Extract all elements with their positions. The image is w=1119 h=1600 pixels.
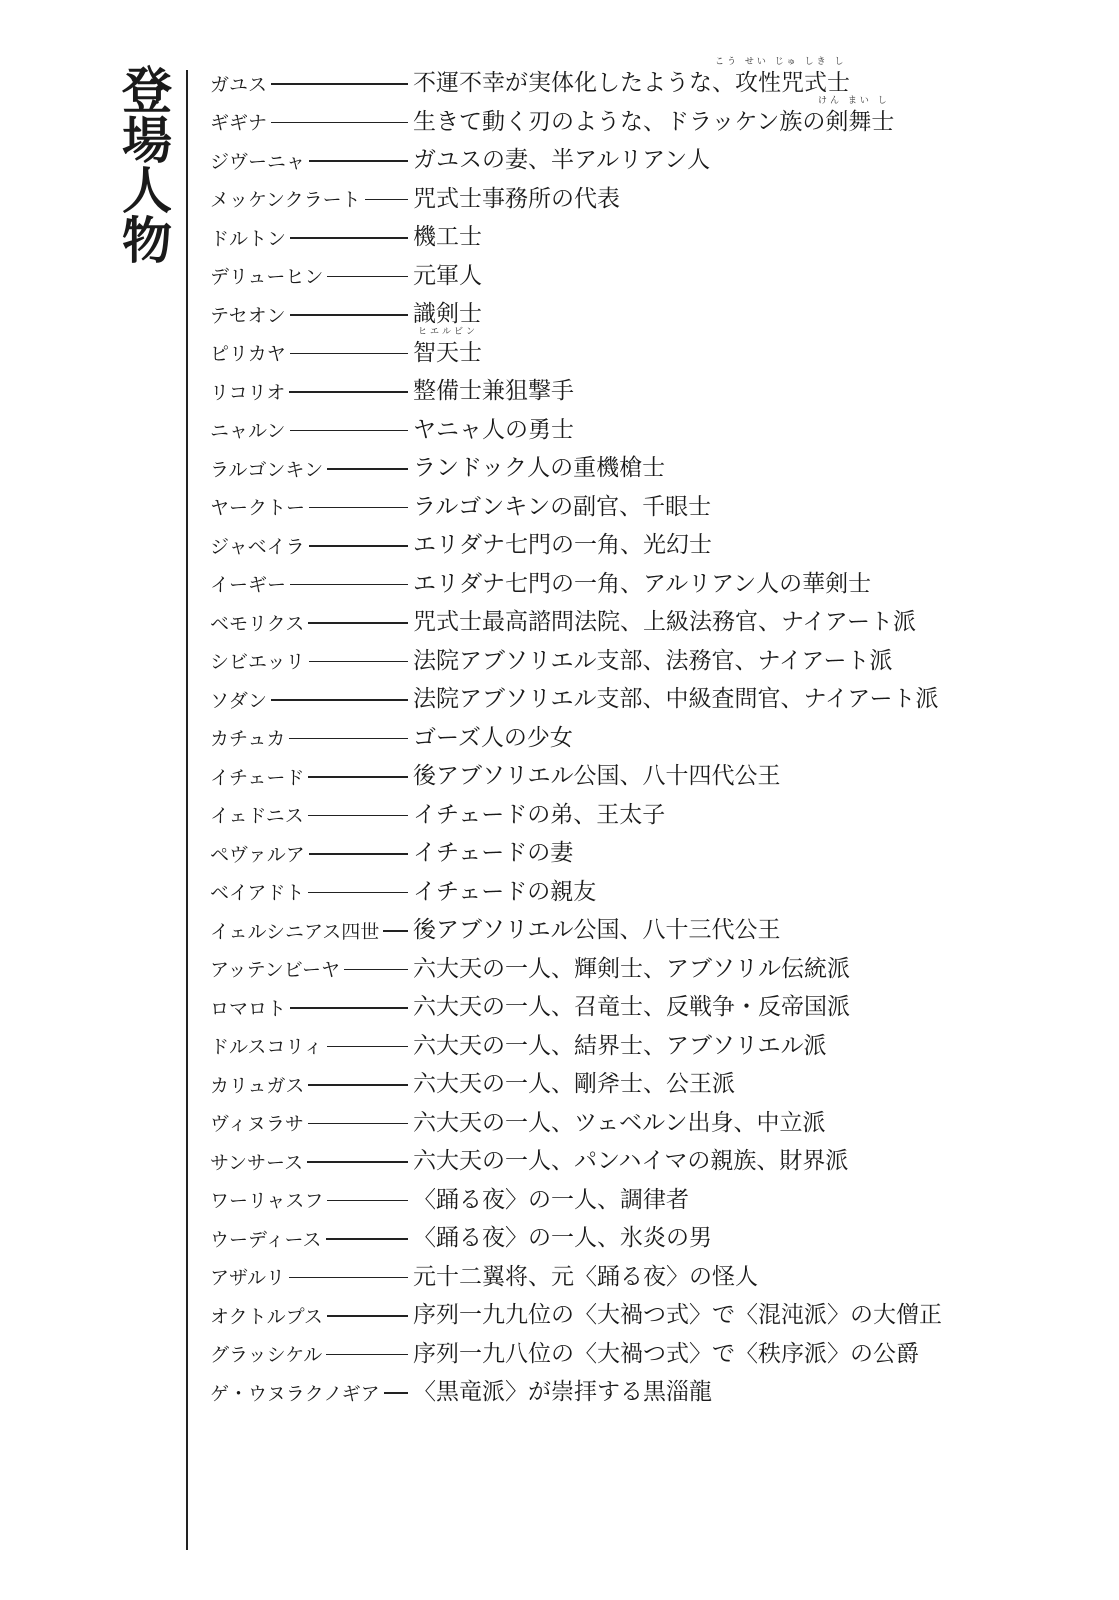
leader-dash — [271, 122, 408, 124]
character-name-cell — [210, 648, 408, 674]
character-description: 識剣士 — [413, 301, 482, 327]
character-name: ヴィヌラサ — [210, 1113, 304, 1135]
character-description: 元十二翼将、元〈踊る夜〉の怪人 — [413, 1263, 758, 1290]
character-description: 六大天の一人、結界士、アブソリエル派 — [413, 1032, 827, 1059]
leader-dash — [290, 353, 408, 355]
leader-dash — [309, 661, 408, 663]
leader-dash — [289, 1277, 408, 1279]
character-name: カチュカ — [210, 728, 286, 750]
character-description: ゴーズ人の少女 — [413, 724, 573, 751]
character-name: ジヴーニャ — [210, 150, 306, 173]
leader-dash — [309, 160, 408, 162]
character-description: エリダナ七門の一角、光幻士 — [413, 532, 712, 558]
character-description: 序列一九八位の〈大禍つ式〉で〈秩序派〉の公爵 — [413, 1340, 919, 1367]
character-name-cell — [210, 1341, 408, 1367]
character-name: ギギナ — [210, 112, 268, 134]
leader-dash — [365, 199, 408, 201]
character-name: ワーリャスフ — [210, 1190, 324, 1212]
character-description: 法院アブソリエル支部、中級査問官、ナイアート派 — [413, 686, 939, 712]
character-description: 後アブソリエル公国、八十三代公王 — [413, 917, 781, 943]
leader-dash — [271, 699, 408, 701]
leader-dash — [384, 1392, 408, 1394]
leader-dash — [326, 1354, 408, 1356]
list-item — [210, 411, 1090, 450]
leader-dash — [290, 584, 408, 586]
character-name-cell — [210, 879, 408, 905]
character-name: ベモリクス — [210, 612, 305, 635]
character-description: 智天士 — [413, 339, 482, 366]
list-item — [210, 372, 1090, 411]
character-name: メッケンクラート — [210, 189, 361, 211]
character-description: 〈踊る夜〉の一人、氷炎の男 — [413, 1225, 712, 1251]
leader-dash — [327, 468, 408, 470]
leader-dash — [290, 1007, 408, 1009]
character-description: 生きて動く刃のような、ドラッケン族の剣舞士 — [413, 108, 895, 135]
character-name-cell — [210, 609, 408, 635]
character-description: 六大天の一人、パンハイマの親族、財界派 — [413, 1148, 849, 1174]
character-name: イーギー — [210, 574, 287, 596]
leader-dash — [289, 738, 408, 740]
character-description: 整備士兼狙撃手 — [413, 378, 574, 404]
leader-dash — [308, 1123, 408, 1125]
character-name-cell — [210, 956, 408, 982]
leader-dash — [327, 1046, 408, 1048]
character-description: ラルゴンキンの副官、千眼士 — [413, 493, 712, 520]
list-item — [210, 834, 1090, 873]
character-name-cell — [210, 1071, 408, 1097]
furigana: ヒエルビン — [418, 326, 479, 337]
character-name-cell — [210, 1187, 408, 1213]
character-description: イチェードの親友 — [413, 878, 597, 905]
character-name: デリューヒン — [210, 266, 324, 288]
character-name-cell — [210, 340, 408, 366]
character-name-cell — [210, 455, 408, 481]
character-description: 法院アブソリエル支部、法務官、ナイアート派 — [413, 647, 893, 674]
character-name-cell — [210, 70, 408, 96]
leader-dash — [309, 853, 408, 855]
leader-dash — [327, 276, 408, 278]
list-item — [210, 988, 1090, 1027]
character-name: ベイアドト — [210, 882, 305, 904]
character-description: 咒式士最高諮問法院、上級法務官、ナイアート派 — [413, 609, 917, 635]
character-name: ペヴァルア — [210, 843, 305, 866]
list-item — [210, 180, 1090, 219]
character-name: リコリオ — [210, 381, 286, 404]
list-item — [210, 218, 1090, 257]
leader-dash — [290, 237, 408, 239]
character-description: ヤニャ人の勇士 — [413, 416, 574, 443]
list-item — [210, 1335, 1090, 1374]
character-name: ピリカヤ — [210, 343, 286, 365]
character-name: ニャルン — [210, 420, 286, 442]
furigana: けん まい し — [818, 95, 890, 106]
character-name-cell — [210, 109, 408, 135]
character-name: ウーディース — [210, 1228, 322, 1251]
furigana: こう せい じゅ しき し — [715, 57, 847, 67]
character-name: オクトルプス — [210, 1305, 323, 1328]
character-name: テセオン — [210, 304, 286, 327]
character-description: 六大天の一人、剛斧士、公王派 — [413, 1071, 735, 1097]
list-item — [210, 1373, 1090, 1412]
character-name: ドルトン — [210, 227, 287, 250]
character-name: サンサース — [210, 1151, 304, 1174]
character-description: 序列一九九位の〈大禍つ式〉で〈混沌派〉の大僧正 — [413, 1302, 942, 1328]
character-description: 六大天の一人、輝剣士、アブソリル伝統派 — [413, 955, 850, 982]
character-name: ヤークトー — [210, 497, 306, 519]
leader-dash — [344, 969, 408, 971]
list-item — [210, 565, 1090, 604]
character-description: 不運不幸が実体化したような、攻性咒式士 — [413, 70, 850, 96]
list-item — [210, 1181, 1090, 1220]
list-item — [210, 526, 1090, 565]
character-name: イェドニス — [210, 805, 304, 827]
character-name-cell — [210, 725, 408, 751]
character-name-cell — [210, 224, 408, 250]
character-description: エリダナ七門の一角、アルリアン人の華剣士 — [413, 570, 872, 597]
character-name: ゲ・ウヌラクノギア — [210, 1382, 380, 1405]
list-item — [210, 1104, 1090, 1143]
character-name: ドルスコリィ — [210, 1036, 323, 1058]
list-item — [210, 1296, 1090, 1335]
leader-dash — [289, 391, 408, 393]
list-item — [210, 257, 1090, 296]
character-name: イチェード — [210, 766, 305, 789]
leader-dash — [290, 314, 408, 316]
character-description: ランドック人の重機槍士 — [413, 455, 666, 481]
character-description: 後アブソリエル公国、八十四代公王 — [413, 763, 781, 789]
character-name-cell — [210, 840, 408, 866]
character-description: 機工士 — [413, 224, 482, 250]
character-name-cell — [210, 494, 408, 520]
character-description: 〈黒竜派〉が崇拝する黒淄龍 — [413, 1379, 712, 1405]
list-item — [210, 911, 1090, 950]
character-name: カリュガス — [210, 1074, 305, 1097]
character-description: 六大天の一人、召竜士、反戦争・反帝国派 — [413, 994, 850, 1020]
character-list — [210, 57, 1090, 1412]
character-name-cell — [210, 147, 408, 173]
character-name: ジャベイラ — [210, 535, 305, 558]
character-name-cell — [210, 763, 408, 789]
character-name-cell — [210, 1225, 408, 1251]
list-item — [210, 1219, 1090, 1258]
character-description: 元軍人 — [413, 262, 482, 289]
character-name: ラルゴンキン — [210, 458, 324, 481]
leader-dash — [327, 1200, 408, 1202]
vertical-divider — [186, 70, 188, 1550]
leader-dash — [308, 1084, 408, 1086]
character-description: 〈踊る夜〉の一人、調律者 — [413, 1186, 689, 1213]
character-name-cell — [210, 1264, 408, 1290]
character-name-cell — [210, 571, 408, 597]
character-description: 六大天の一人、ツェベルン出身、中立派 — [413, 1109, 826, 1136]
list-item — [210, 757, 1090, 796]
leader-dash — [271, 83, 408, 85]
list-item — [210, 1142, 1090, 1181]
list-item — [210, 141, 1090, 180]
list-item — [210, 326, 1090, 373]
character-name: ソダン — [210, 689, 268, 712]
character-name-cell — [210, 994, 408, 1020]
page-title: 登場人物 — [114, 64, 173, 264]
character-name-cell — [210, 301, 408, 327]
leader-dash — [327, 1315, 408, 1317]
character-name-cell — [210, 417, 408, 443]
character-name-cell — [210, 186, 408, 212]
character-name-cell — [210, 1148, 408, 1174]
list-item — [210, 950, 1090, 989]
list-item — [210, 719, 1090, 758]
character-name-cell — [210, 1110, 408, 1136]
list-item — [210, 796, 1090, 835]
leader-dash — [308, 892, 408, 894]
list-item — [210, 57, 1090, 103]
leader-dash — [308, 622, 408, 624]
character-description: イチェードの妻 — [413, 840, 574, 866]
list-item — [210, 603, 1090, 642]
character-name: シビエッリ — [210, 651, 305, 673]
list-item — [210, 488, 1090, 527]
character-name: グラッシケル — [210, 1344, 323, 1366]
character-name-cell — [210, 1033, 408, 1059]
character-name: ガユス — [210, 73, 268, 96]
list-item — [210, 642, 1090, 681]
leader-dash — [308, 776, 408, 778]
character-name: イェルシニアス四世 — [210, 920, 380, 943]
leader-dash — [290, 430, 408, 432]
list-item — [210, 873, 1090, 912]
character-name: アッテンビーヤ — [210, 959, 340, 981]
character-name-cell — [210, 1302, 408, 1328]
character-name-cell — [210, 686, 408, 712]
character-name-cell — [210, 802, 408, 828]
character-name-cell — [210, 917, 408, 943]
list-item — [210, 449, 1090, 488]
character-name: ロマロト — [210, 997, 287, 1020]
leader-dash — [309, 545, 408, 547]
list-item — [210, 1258, 1090, 1297]
leader-dash — [308, 815, 408, 817]
character-description: 咒式士事務所の代表 — [413, 185, 620, 212]
list-item — [210, 1065, 1090, 1104]
list-item — [210, 1027, 1090, 1066]
character-name-cell — [210, 1379, 408, 1405]
character-description: ガユスの妻、半アルリアン人 — [413, 147, 711, 173]
character-name-cell — [210, 378, 408, 404]
leader-dash — [383, 930, 408, 932]
character-description: イチェードの弟、王太子 — [413, 801, 666, 828]
list-item — [210, 295, 1090, 334]
leader-dash — [307, 1161, 408, 1163]
character-name-cell — [210, 532, 408, 558]
character-name: アザルリ — [210, 1267, 286, 1289]
leader-dash — [309, 507, 408, 509]
leader-dash — [326, 1238, 408, 1240]
list-item — [210, 95, 1090, 142]
list-item — [210, 680, 1090, 719]
character-name-cell — [210, 263, 408, 289]
